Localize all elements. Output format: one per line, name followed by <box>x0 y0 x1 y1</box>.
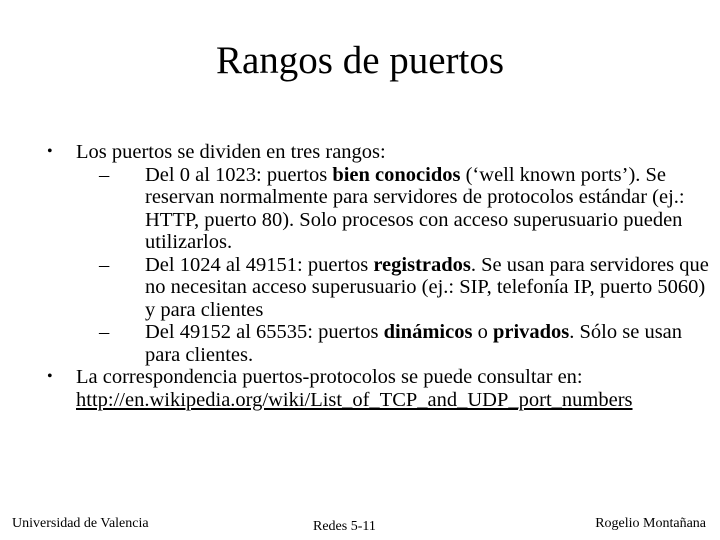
sub-text-post: (‘well known ports’). Se reservan normalmente para servidores de protocolos estándar (ej.: HTTP, puerto 80). Solo procesos con acceso superusuario pueden utilizarlos. <box>145 163 685 253</box>
sub-text-pre: Del 1024 al 49151: puertos <box>145 253 374 276</box>
sub-text-bold: dinámicos <box>383 321 473 343</box>
sub-text-post: . Se usan para servidores que no necesitan acceso superusuario (ej.: SIP, telefonía IP, puerto 5060) y para clientes <box>145 253 709 321</box>
bullet-item-reference <box>47 366 715 411</box>
sub-text-pre: Del 49152 al 65535: puertos <box>145 321 384 343</box>
slide-content <box>47 141 715 411</box>
bullet-icon: • <box>47 368 53 385</box>
footer-slide-number: Redes 5-11 <box>313 519 376 534</box>
bullet-item-ranges <box>47 141 715 164</box>
slide-title: Rangos de puertos <box>215 39 505 82</box>
sub-text-mid: o <box>472 321 493 343</box>
sub-item-well-known <box>99 164 715 254</box>
footer-university: Universidad de Valencia <box>12 516 149 531</box>
bullet-icon: • <box>47 143 53 160</box>
sub-text-post: . Sólo se usan para clientes. <box>145 321 683 366</box>
sub-text-bold-2: privados <box>492 321 570 343</box>
wikipedia-link[interactable]: http://en.wikipedia.org/wiki/List_of_TCP_and_UDP_port_numbers <box>76 388 633 411</box>
sub-text-bold: registrados <box>373 253 471 276</box>
dash-icon: – <box>99 253 110 276</box>
dash-icon: – <box>99 321 110 343</box>
sub-text-pre: Del 0 al 1023: puertos <box>145 163 333 186</box>
dash-icon: – <box>99 163 110 186</box>
sub-text-bold: bien conocidos <box>332 163 461 186</box>
bullet-text: Los puertos se dividen en tres rangos: <box>76 141 386 163</box>
sub-item-registered <box>99 254 715 322</box>
footer-author: Rogelio Montañana <box>595 516 706 531</box>
bullet-text: La correspondencia puertos-protocolos se puede consultar en: <box>76 366 583 388</box>
sub-item-dynamic <box>99 321 715 366</box>
